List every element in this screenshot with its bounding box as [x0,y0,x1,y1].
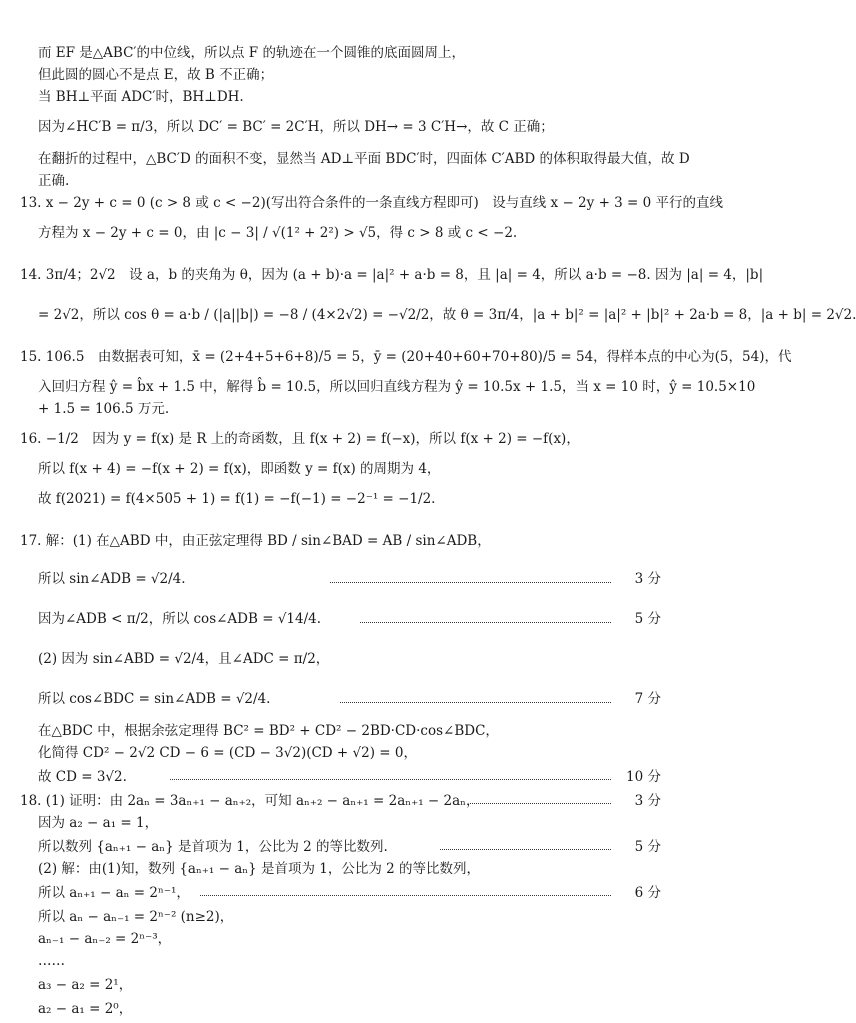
text-line [0,480,691,514]
text-line [0,396,691,418]
text-line [0,374,756,396]
text-line [0,214,691,248]
line-text: 15. 106.5 由数据表可知，x̄ = (2+4+5+6+8)/5 = 5，ȳ = (20+40+60+70+80)/5 = 54，得样本点的中心为(5，54)，代 [20,349,792,365]
line-text: 所以 aₙ₊₁ − aₙ = 2ⁿ⁻¹， [38,885,190,901]
text-line [0,560,691,594]
text-line [0,740,691,762]
line-text: 16. −1/2 因为 y = f(x) 是 R 上的奇函数，且 f(x + 2) = f(−x)，所以 f(x + 2) = −f(x)， [20,431,580,447]
score-label: 6 分 [634,885,661,901]
line-text: a₂ − a₁ = 2⁰， [38,1001,133,1017]
line-text: …… [38,953,65,969]
text-line [0,810,691,832]
dot-leader [360,622,611,623]
line-text: + 1.5 = 106.5 万元. [38,401,170,417]
score-label: 5 分 [634,611,661,627]
text-line [0,108,691,142]
text-line [0,456,691,478]
text-line [0,950,691,972]
line-text: 所以 cos∠BDC = sin∠ADB = √2/4. [38,691,271,707]
text-line [0,84,691,106]
text-line [0,904,691,926]
line-text: 13. x − 2y + c = 0 (c > 8 或 c < −2)(写出符合条件的一条直线方程即可) 设与直线 x − 2y + 3 = 0 平行的直线 [20,195,724,211]
score-label: 7 分 [634,691,661,707]
line-text: 正确. [38,173,70,189]
text-line [0,680,691,714]
score-label: 10 分 [626,769,661,785]
text-line [0,62,691,84]
dot-leader [440,849,611,850]
line-text: = 2√2，所以 cos θ = a·b / (|a||b|) = −8 / (4×2√2) = −√2/2，故 θ = 3π/4，|a + b|² = |a|² + |b|² + 2a·b = 8，|a + b| = 2√2. [38,307,856,323]
score-label: 5 分 [634,839,661,855]
line-text: 在翻折的过程中，△BC′D 的面积不变，显然当 AD⊥平面 BDC′时，四面体 C′ABD 的体积取得最大值，故 D [38,151,690,167]
dot-leader [340,702,611,703]
score-label: 3 分 [634,793,661,809]
line-text: 当 BH⊥平面 ADC′时，BH⊥DH. [38,89,244,105]
text-line [0,420,691,454]
text-line [0,972,691,994]
text-line [0,146,691,168]
line-text: 所以 aₙ − aₙ₋₁ = 2ⁿ⁻² (n≥2)， [38,909,234,925]
line-text: 所以 sin∠ADB = √2/4. [38,571,186,587]
text-line [0,256,764,290]
line-text: 在△BDC 中，根据余弦定理得 BC² = BD² + CD² − 2BD·CD·cos∠BDC， [38,723,499,739]
text-line [0,996,691,1018]
dot-leader [170,779,611,780]
line-text: 17. 解：(1) 在△ABD 中，由正弦定理得 BD / sin∠BAD = AB / sin∠ADB， [20,533,491,549]
text-line [0,788,691,810]
text-line [0,338,792,372]
text-line [0,190,724,212]
line-text: (2) 解：由(1)知，数列 {aₙ₊₁ − aₙ} 是首项为 1，公比为 2 的等比数列， [38,861,481,877]
line-text: 入回归方程 ŷ = b̂x + 1.5 中，解得 b̂ = 10.5，所以回归直线方程为 ŷ = 10.5x + 1.5，当 x = 10 时，ŷ = 10.5×10 [38,379,756,395]
line-text: 所以 f(x + 4) = −f(x + 2) = f(x)，即函数 y = f(x) 的周期为 4， [38,461,441,477]
line-text: 化简得 CD² − 2√2 CD − 6 = (CD − 3√2)(CD + √2) = 0， [38,745,417,761]
line-text: 18. (1) 证明：由 2aₙ = 3aₙ₊₁ − aₙ₊₂，可知 aₙ₊₂ − aₙ₊₁ = 2aₙ₊₁ − 2aₙ， [20,793,480,809]
line-text: 因为∠ADB < π/2，所以 cos∠ADB = √14/4. [38,611,322,627]
text-line [0,522,691,556]
line-text: 所以数列 {aₙ₊₁ − aₙ} 是首项为 1，公比为 2 的等比数列. [38,839,388,855]
text-line [0,168,691,190]
score-label: 3 分 [634,571,661,587]
text-line [0,856,691,878]
line-text: 14. 3π/4；2√2 设 a，b 的夹角为 θ，因为 (a + b)·a = |a|² + a·b = 8，且 |a| = 4，所以 a·b = −8. 因为 |a| = 4，|b| [20,267,764,283]
line-text: a₃ − a₂ = 2¹， [38,977,133,993]
text-line [0,40,691,62]
dot-leader [200,895,611,896]
text-line [0,600,691,634]
text-line [0,880,691,902]
line-text: (2) 因为 sin∠ABD = √2/4，且∠ADC = π/2， [38,651,330,667]
text-line [0,296,856,330]
line-text: 但此圆的圆心不是点 E，故 B 不正确； [38,67,274,83]
text-line [0,764,691,786]
text-line [0,834,691,856]
dot-leader [330,582,611,583]
dot-leader [470,803,611,804]
line-text: 而 EF 是△ABC′的中位线，所以点 F 的轨迹在一个圆锥的底面圆周上， [38,45,465,61]
text-line [0,926,691,948]
line-text: 故 f(2021) = f(4×505 + 1) = f(1) = −f(−1) = −2⁻¹ = −1/2. [38,491,436,507]
line-text: aₙ₋₁ − aₙ₋₂ = 2ⁿ⁻³， [38,931,172,947]
line-text: 方程为 x − 2y + c = 0，由 |c − 3| / √(1² + 2²) > √5，得 c > 8 或 c < −2. [38,225,518,241]
text-line [0,640,691,674]
text-line [0,718,691,740]
line-text: 故 CD = 3√2. [38,769,127,785]
line-text: 因为 a₂ − a₁ = 1， [38,815,159,831]
line-text: 因为∠HC′B = π/3，所以 DC′ = BC′ = 2C′H，所以 DH→ = 3 C′H→，故 C 正确； [38,119,554,135]
